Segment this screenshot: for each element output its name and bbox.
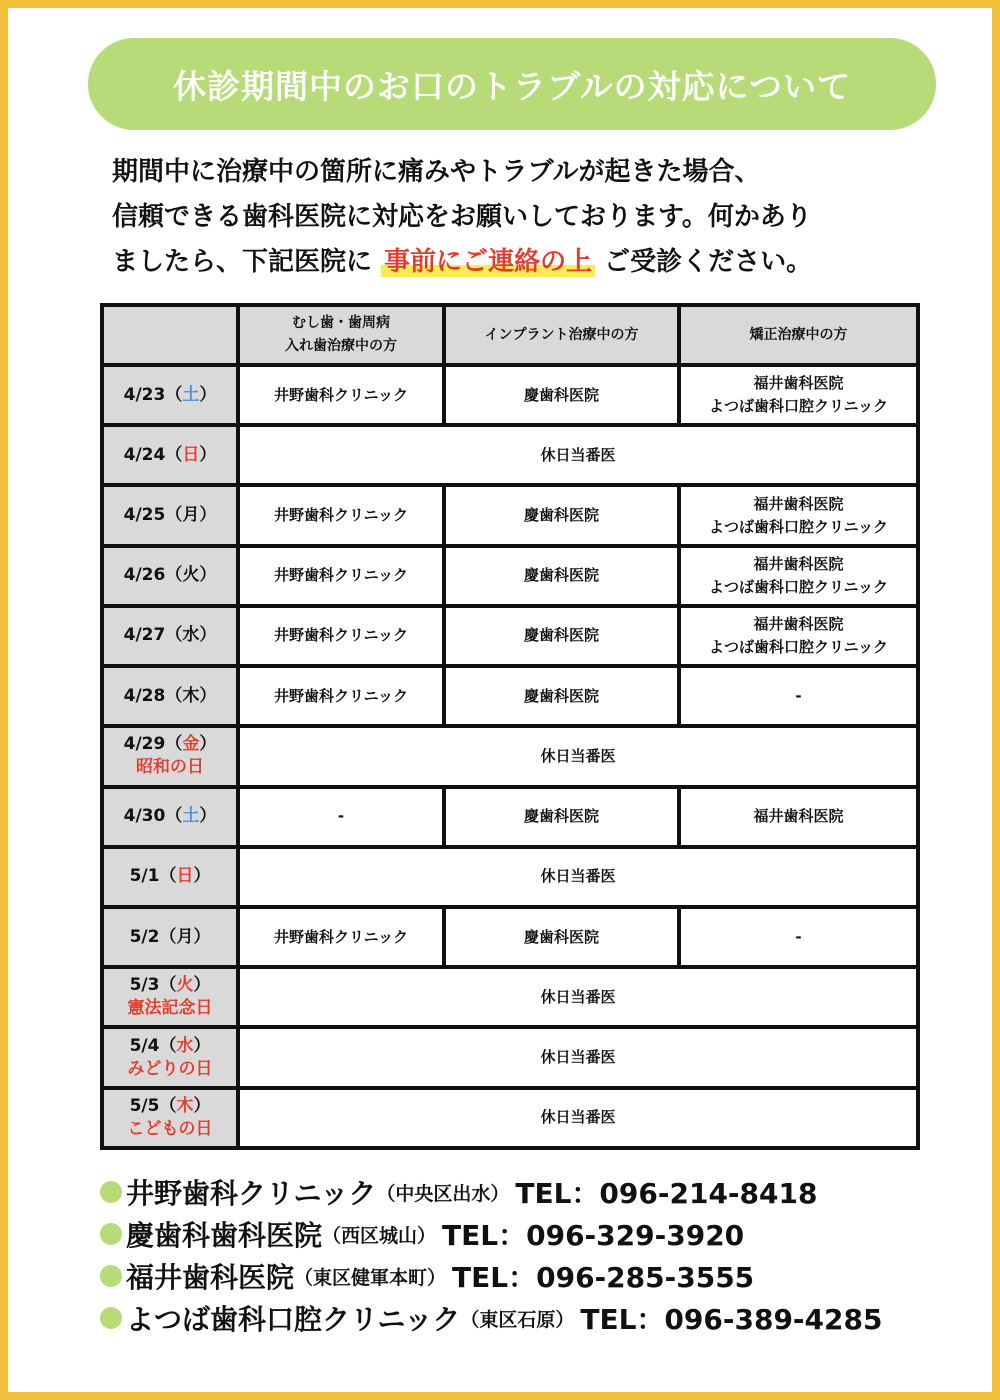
intro-line-3 (112, 240, 932, 285)
clinic-phone[interactable]: TEL：096-389-4285 (580, 1303, 883, 1336)
orthodontic-clinic-cell (679, 666, 918, 726)
date-cell (102, 907, 238, 967)
date-cell (102, 425, 238, 485)
orthodontic-clinic-2: よつば歯科口腔クリニック (708, 517, 889, 536)
orthodontic-clinic-1: 福井歯科医院 (753, 554, 844, 573)
title-banner (88, 38, 936, 130)
bullet-dot-icon (100, 1181, 122, 1203)
weekday: 木 (176, 1095, 194, 1116)
date-value: 5/1 (129, 866, 160, 887)
weekday: 水 (182, 625, 200, 646)
holiday-duty-cell: 休日当番医 (238, 1027, 918, 1087)
contact-item (100, 1255, 960, 1297)
date-line: 4/28（木） (123, 685, 217, 706)
date-line: 5/3（火） (129, 975, 211, 996)
date-cell (102, 847, 238, 907)
orthodontic-clinic-cell (679, 787, 918, 847)
date-cell (102, 365, 238, 425)
contact-item (100, 1171, 960, 1213)
contact-item (100, 1213, 960, 1255)
orthodontic-clinic-2: よつば歯科口腔クリニック (708, 577, 889, 596)
weekday: 水 (176, 1035, 194, 1056)
weekday: 月 (176, 926, 194, 947)
weekday: 月 (182, 505, 200, 526)
holiday-duty-cell: 休日当番医 (238, 425, 918, 485)
date-cell (102, 726, 238, 786)
orthodontic-clinic-2: よつば歯科口腔クリニック (708, 637, 889, 656)
date-value: 4/24 (123, 444, 166, 465)
holiday-name: みどりの日 (127, 1058, 213, 1079)
date-value: 4/29 (123, 734, 166, 755)
date-value: 5/5 (129, 1095, 160, 1116)
holiday-duty-cell: 休日当番医 (238, 847, 918, 907)
bullet-dot-icon (100, 1265, 122, 1287)
intro-line-1: 期間中に治療中の箇所に痛みやトラブルが起きた場合、 (112, 157, 761, 187)
weekday: 日 (176, 866, 194, 887)
holiday-name: 憲法記念日 (127, 998, 213, 1019)
holiday-duty-cell: 休日当番医 (238, 967, 918, 1027)
intro-line-3-post: ご受診ください。 (604, 247, 813, 277)
date-value: 4/26 (123, 565, 166, 586)
intro-highlight: 事前にご連絡の上 (381, 247, 595, 277)
weekday: 土 (182, 806, 200, 827)
date-line: 4/26（火） (123, 565, 217, 586)
orthodontic-clinic-cell (679, 907, 918, 967)
clinic-phone[interactable]: TEL：096-329-3920 (442, 1219, 745, 1252)
orthodontic-clinic-1: 福井歯科医院 (753, 807, 844, 826)
date-value: 5/4 (129, 1035, 160, 1056)
header-implant: インプラント治療中の方 (444, 305, 679, 365)
date-value: 4/27 (123, 625, 166, 646)
orthodontic-clinic-1: 福井歯科医院 (753, 494, 844, 513)
table-row (102, 907, 918, 967)
clinic-name: よつば歯科口腔クリニック (126, 1303, 461, 1336)
orthodontic-clinic-cell (679, 485, 918, 545)
date-line: 4/24（日） (123, 444, 217, 465)
weekday: 土 (182, 384, 200, 405)
header-cavity-line-2: 入れ歯治療中の方 (285, 338, 397, 354)
orthodontic-clinic-1: 福井歯科医院 (753, 374, 844, 393)
date-line: 4/25（月） (123, 505, 217, 526)
date-value: 4/28 (123, 685, 166, 706)
clinic-name: 井野歯科クリニック (126, 1177, 377, 1210)
implant-clinic-cell: 慶歯科医院 (444, 787, 679, 847)
schedule-table (100, 303, 920, 1150)
date-line: 4/27（水） (123, 625, 217, 646)
weekday: 火 (182, 565, 200, 586)
date-line: 4/23（土） (123, 384, 217, 405)
orthodontic-clinic-cell (679, 546, 918, 606)
page-title: 休診期間中のお口のトラブルの対応について (172, 66, 852, 106)
date-cell (102, 485, 238, 545)
intro-text (112, 150, 932, 285)
implant-clinic-cell: 慶歯科医院 (444, 365, 679, 425)
table-row (102, 606, 918, 666)
cavity-clinic-cell: - (238, 787, 444, 847)
header-orthodontic: 矯正治療中の方 (679, 305, 918, 365)
schedule-body (102, 365, 918, 1148)
holiday-name: 昭和の日 (136, 757, 204, 778)
orthodontic-clinic-1: - (795, 686, 802, 705)
clinic-area: （西区城山） (322, 1224, 437, 1247)
implant-clinic-cell: 慶歯科医院 (444, 546, 679, 606)
date-cell (102, 606, 238, 666)
date-value: 4/30 (123, 806, 166, 827)
date-cell (102, 1088, 238, 1148)
implant-clinic-cell: 慶歯科医院 (444, 666, 679, 726)
implant-clinic-cell: 慶歯科医院 (444, 606, 679, 666)
table-row (102, 787, 918, 847)
date-line: 4/30（土） (123, 806, 217, 827)
header-cavity-line-1: むし歯・歯周病 (292, 315, 390, 331)
table-row (102, 847, 918, 907)
cavity-clinic-cell: 井野歯科クリニック (238, 606, 444, 666)
orthodontic-clinic-1: 福井歯科医院 (753, 614, 844, 633)
orthodontic-clinic-cell (679, 606, 918, 666)
weekday: 金 (182, 734, 200, 755)
orthodontic-clinic-1: - (795, 927, 802, 946)
intro-line-2: 信頼できる歯科医院に対応をお願いしております。何かあり (112, 202, 812, 232)
cavity-clinic-cell: 井野歯科クリニック (238, 365, 444, 425)
date-line: 5/4（水） (129, 1035, 211, 1056)
clinic-phone[interactable]: TEL：096-285-3555 (452, 1261, 755, 1294)
date-line: 5/2（月） (129, 926, 211, 947)
clinic-area: （東区石原） (460, 1308, 575, 1331)
table-row (102, 967, 918, 1027)
date-value: 5/3 (129, 975, 160, 996)
intro-line-3-pre: ましたら、下記医院に (112, 247, 373, 277)
contact-item (100, 1297, 960, 1339)
date-cell (102, 787, 238, 847)
clinic-area: （中央区出水） (376, 1182, 510, 1205)
implant-clinic-cell: 慶歯科医院 (444, 907, 679, 967)
header-cavity-denture (238, 305, 444, 365)
date-line: 5/5（木） (129, 1095, 211, 1116)
date-line: 4/29（金） (123, 734, 217, 755)
table-row (102, 365, 918, 425)
holiday-duty-cell: 休日当番医 (238, 1088, 918, 1148)
weekday: 日 (182, 444, 200, 465)
date-cell (102, 1027, 238, 1087)
orthodontic-clinic-cell (679, 365, 918, 425)
cavity-clinic-cell: 井野歯科クリニック (238, 485, 444, 545)
table-row (102, 1088, 918, 1148)
date-cell (102, 546, 238, 606)
table-row (102, 546, 918, 606)
cavity-clinic-cell: 井野歯科クリニック (238, 666, 444, 726)
table-row (102, 726, 918, 786)
holiday-duty-cell: 休日当番医 (238, 726, 918, 786)
cavity-clinic-cell: 井野歯科クリニック (238, 907, 444, 967)
date-value: 5/2 (129, 926, 160, 947)
table-row (102, 425, 918, 485)
date-value: 4/23 (123, 384, 166, 405)
date-value: 4/25 (123, 505, 166, 526)
bullet-dot-icon (100, 1223, 122, 1245)
cavity-clinic-cell: 井野歯科クリニック (238, 546, 444, 606)
header-blank (102, 305, 238, 365)
date-line: 5/1（日） (129, 866, 211, 887)
holiday-name: こどもの日 (127, 1118, 213, 1139)
clinic-phone[interactable]: TEL：096-214-8418 (515, 1177, 818, 1210)
weekday: 火 (176, 975, 194, 996)
implant-clinic-cell: 慶歯科医院 (444, 485, 679, 545)
table-row (102, 1027, 918, 1087)
table-row (102, 666, 918, 726)
orthodontic-clinic-2: よつば歯科口腔クリニック (708, 397, 889, 416)
date-cell (102, 666, 238, 726)
contact-list (100, 1171, 960, 1339)
table-header-row (102, 305, 918, 365)
clinic-name: 慶歯科歯科医院 (126, 1219, 323, 1252)
bullet-dot-icon (100, 1307, 122, 1329)
clinic-area: （東区健軍本町） (294, 1266, 447, 1289)
table-row (102, 485, 918, 545)
weekday: 木 (182, 685, 200, 706)
date-cell (102, 967, 238, 1027)
clinic-name: 福井歯科医院 (126, 1261, 295, 1294)
